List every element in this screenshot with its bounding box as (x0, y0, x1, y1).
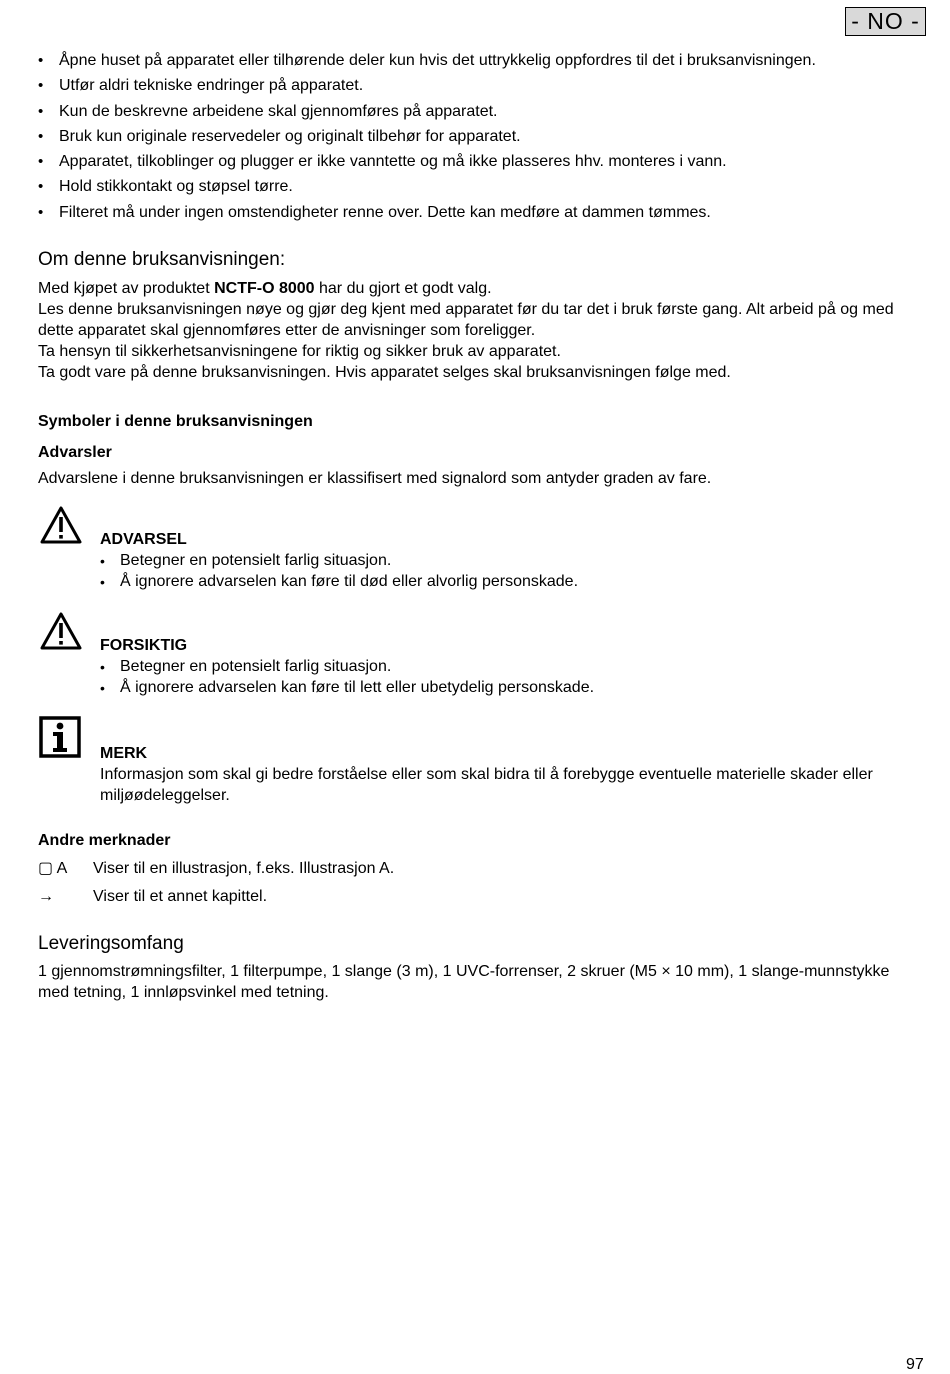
about-paragraph: Ta hensyn til sikkerhetsanvisningene for riktig og sikker bruk av apparatet. (38, 343, 561, 360)
warning-block (100, 529, 920, 592)
safety-bullet-list (38, 50, 918, 227)
list-item: • Apparatet, tilkoblinger og plugger er ikke vanntette og må ikke plasseres hhv. monteres i vann. (38, 151, 918, 176)
list-item: • Betegner en potensielt farlig situasjon. (100, 551, 920, 572)
note-text: Informasjon som skal gi bedre forståelse eller som skal bidra til å forebygge eventuelle materielle skader eller miljøødeleggelser. (100, 766, 873, 804)
caution-title: FORSIKTIG (100, 637, 188, 654)
language-badge: - NO - (845, 7, 926, 36)
about-paragraph: Ta godt vare på denne bruksanvisningen. Hvis apparatet selges skal bruksanvisningen følge med. (38, 364, 731, 381)
delivery-text: 1 gjennomstrømningsfilter, 1 filterpumpe, 1 slange (3 m), 1 UVC-forrenser, 2 skruer (M5 × 10 mm), 1 slange-munnstykke med tetning, 1 innløpsvinkel med tetning. (38, 963, 890, 1001)
warnings-heading: Advarsler (38, 444, 112, 461)
reference-text: Viser til et annet kapittel. (93, 888, 268, 905)
list-item: • Betegner en potensielt farlig situasjon. (100, 657, 920, 678)
note-title: MERK (100, 745, 148, 762)
about-paragraph: Les denne bruksanvisningen nøye og gjør deg kjent med apparatet før du tar det i bruk første gang. Alt arbeid på og med dette apparatet skal gjennomføres etter de anvisninger som foreligger. (38, 301, 894, 339)
warning-triangle-icon (39, 611, 83, 651)
reference-text: Viser til en illustrasjon, f.eks. Illustrasjon A. (93, 860, 395, 877)
list-item: • Åpne huset på apparatet eller tilhørende deler kun hvis det uttrykkelig oppfordres til det i bruksanvisningen. (38, 50, 918, 75)
intro-suffix: har du gjort et godt valg. (314, 280, 492, 297)
illustration-ref-symbol: ▢ A (38, 860, 68, 877)
product-name: NCTF-O 8000 (214, 280, 315, 297)
warning-title: ADVARSEL (100, 531, 187, 548)
about-intro (38, 279, 918, 300)
page-number: 97 (906, 1356, 924, 1373)
warnings-intro: Advarslene i denne bruksanvisningen er klassifisert med signalord som antyder graden av fare. (38, 470, 712, 487)
about-heading: Om denne bruksanvisningen: (38, 249, 286, 270)
list-item: • Kun de beskrevne arbeidene skal gjennomføres på apparatet. (38, 101, 918, 126)
symbols-heading: Symboler i denne bruksanvisningen (38, 413, 313, 430)
list-item: • Hold stikkontakt og støpsel tørre. (38, 176, 918, 201)
arrow-right-icon: → (38, 888, 54, 905)
intro-prefix: Med kjøpet av produktet (38, 280, 215, 297)
warning-triangle-icon (39, 505, 83, 545)
note-block (100, 743, 920, 806)
caution-block (100, 635, 920, 698)
list-item: • Utfør aldri tekniske endringer på apparatet. (38, 75, 918, 100)
list-item: • Bruk kun originale reservedeler og originalt tilbehør for apparatet. (38, 126, 918, 151)
list-item: • Filteret må under ingen omstendigheter renne over. Dette kan medføre at dammen tømmes. (38, 202, 918, 227)
list-item: • Å ignorere advarselen kan føre til død eller alvorlig personskade. (100, 572, 920, 593)
info-icon (39, 716, 83, 760)
delivery-heading: Leveringsomfang (38, 933, 184, 954)
other-notes-heading: Andre merknader (38, 832, 171, 849)
list-item: • Å ignorere advarselen kan føre til lett eller ubetydelig personskade. (100, 678, 920, 699)
